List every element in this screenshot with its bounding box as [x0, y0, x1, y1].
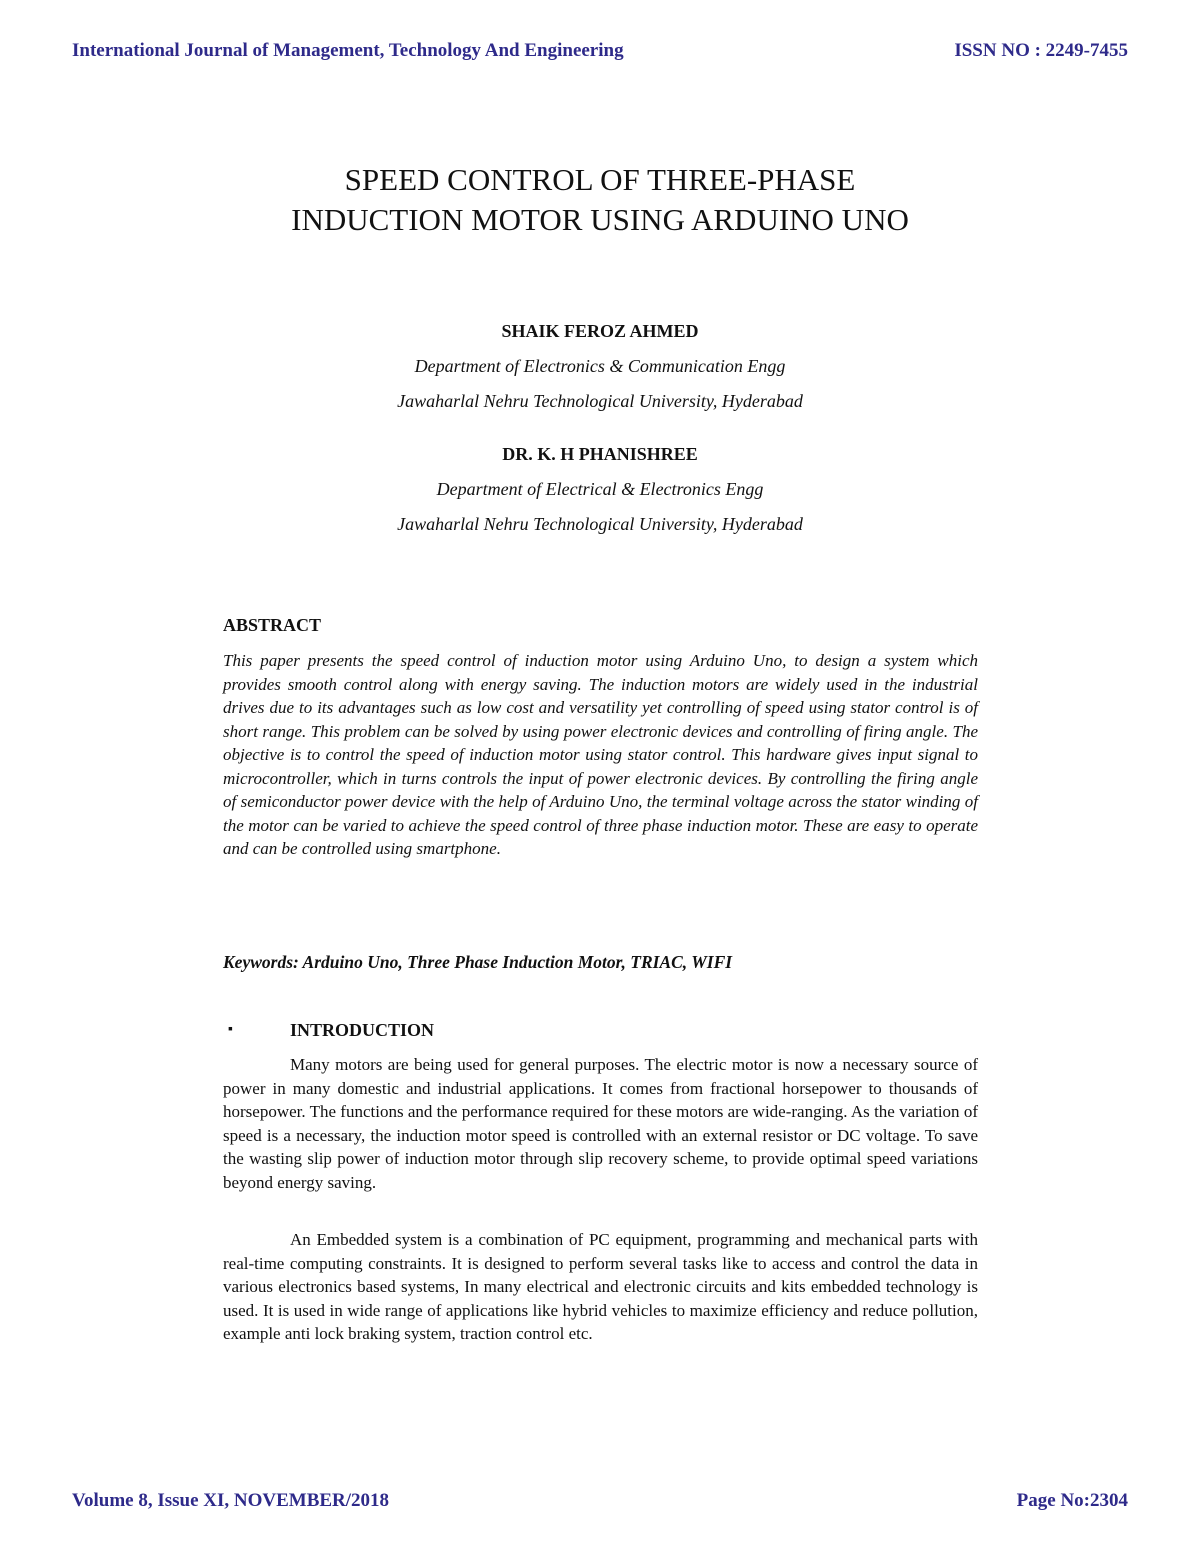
author-block-1 [0, 320, 1200, 412]
keywords: Keywords: Arduino Uno, Three Phase Induction Motor, TRIAC, WIFI [223, 952, 733, 972]
introduction-paragraph-1: Many motors are being used for general purposes. The electric motor is now a necessary source of power in many domestic and industrial applications. It comes from fractional horsepower to thousands of horsepower. The functions and the performance required for these motors are wide-ranging. As the variation of speed is a necessary, the induction motor speed is controlled with an external resistor or DC voltage. To save the wasting slip power of induction motor through slip recovery scheme, to provide optimal speed variations beyond energy saving. [223, 1055, 978, 1192]
journal-name: International Journal of Management, Technology And Engineering [72, 40, 624, 61]
author-university: Jawaharlal Nehru Technological University, Hyderabad [397, 391, 803, 411]
title-line-1: SPEED CONTROL OF THREE-PHASE [344, 162, 856, 197]
author-department: Department of Electrical & Electronics Engg [436, 479, 764, 499]
running-footer [72, 1490, 1128, 1512]
issn-number: ISSN NO : 2249-7455 [954, 40, 1128, 61]
author-name: DR. K. H PHANISHREE [502, 444, 698, 464]
author-department: Department of Electronics & Communication Engg [414, 356, 786, 376]
abstract-text: This paper presents the speed control of induction motor using Arduino Uno, to design a system which provides smooth control along with energy saving. The induction motors are widely used in the industrial drives due to its advantages such as low cost and versatility yet controlling of speed using stator control is of short range. This problem can be solved by using power electronic devices and controlling of firing angle. The objective is to control the speed of induction motor using stator control. This hardware gives input signal to microcontroller, which in turns controls the input of power electronic devices. By controlling the firing angle of semiconductor power device with the help of Arduino Uno, the terminal voltage across the stator winding of the motor can be varied to achieve the speed control of three phase induction motor. These are easy to operate and can be controlled using smartphone. [223, 651, 978, 858]
author-block-2 [0, 443, 1200, 535]
author-name: SHAIK FEROZ AHMED [501, 321, 699, 341]
introduction-heading: INTRODUCTION [290, 1020, 435, 1040]
introduction-paragraph-2: An Embedded system is a combination of PC equipment, programming and mechanical parts with real-time computing constraints. It is designed to perform several tasks like to access and control the data in various electronics based systems, In many electrical and electronic circuits and kits embedded technology is used. It is used in wide range of applications like hybrid vehicles to maximize efficiency and reduce pollution, example anti lock braking system, traction control etc. [223, 1230, 978, 1343]
bullet-icon: ▪ [228, 1022, 233, 1037]
paper-title [0, 160, 1200, 240]
running-header [72, 40, 1128, 62]
page-number: Page No:2304 [1016, 1490, 1128, 1511]
title-line-2: INDUCTION MOTOR USING ARDUINO UNO [291, 202, 909, 237]
abstract-heading: ABSTRACT [223, 615, 322, 635]
author-university: Jawaharlal Nehru Technological University, Hyderabad [397, 514, 803, 534]
volume-issue: Volume 8, Issue XI, NOVEMBER/2018 [72, 1490, 390, 1511]
